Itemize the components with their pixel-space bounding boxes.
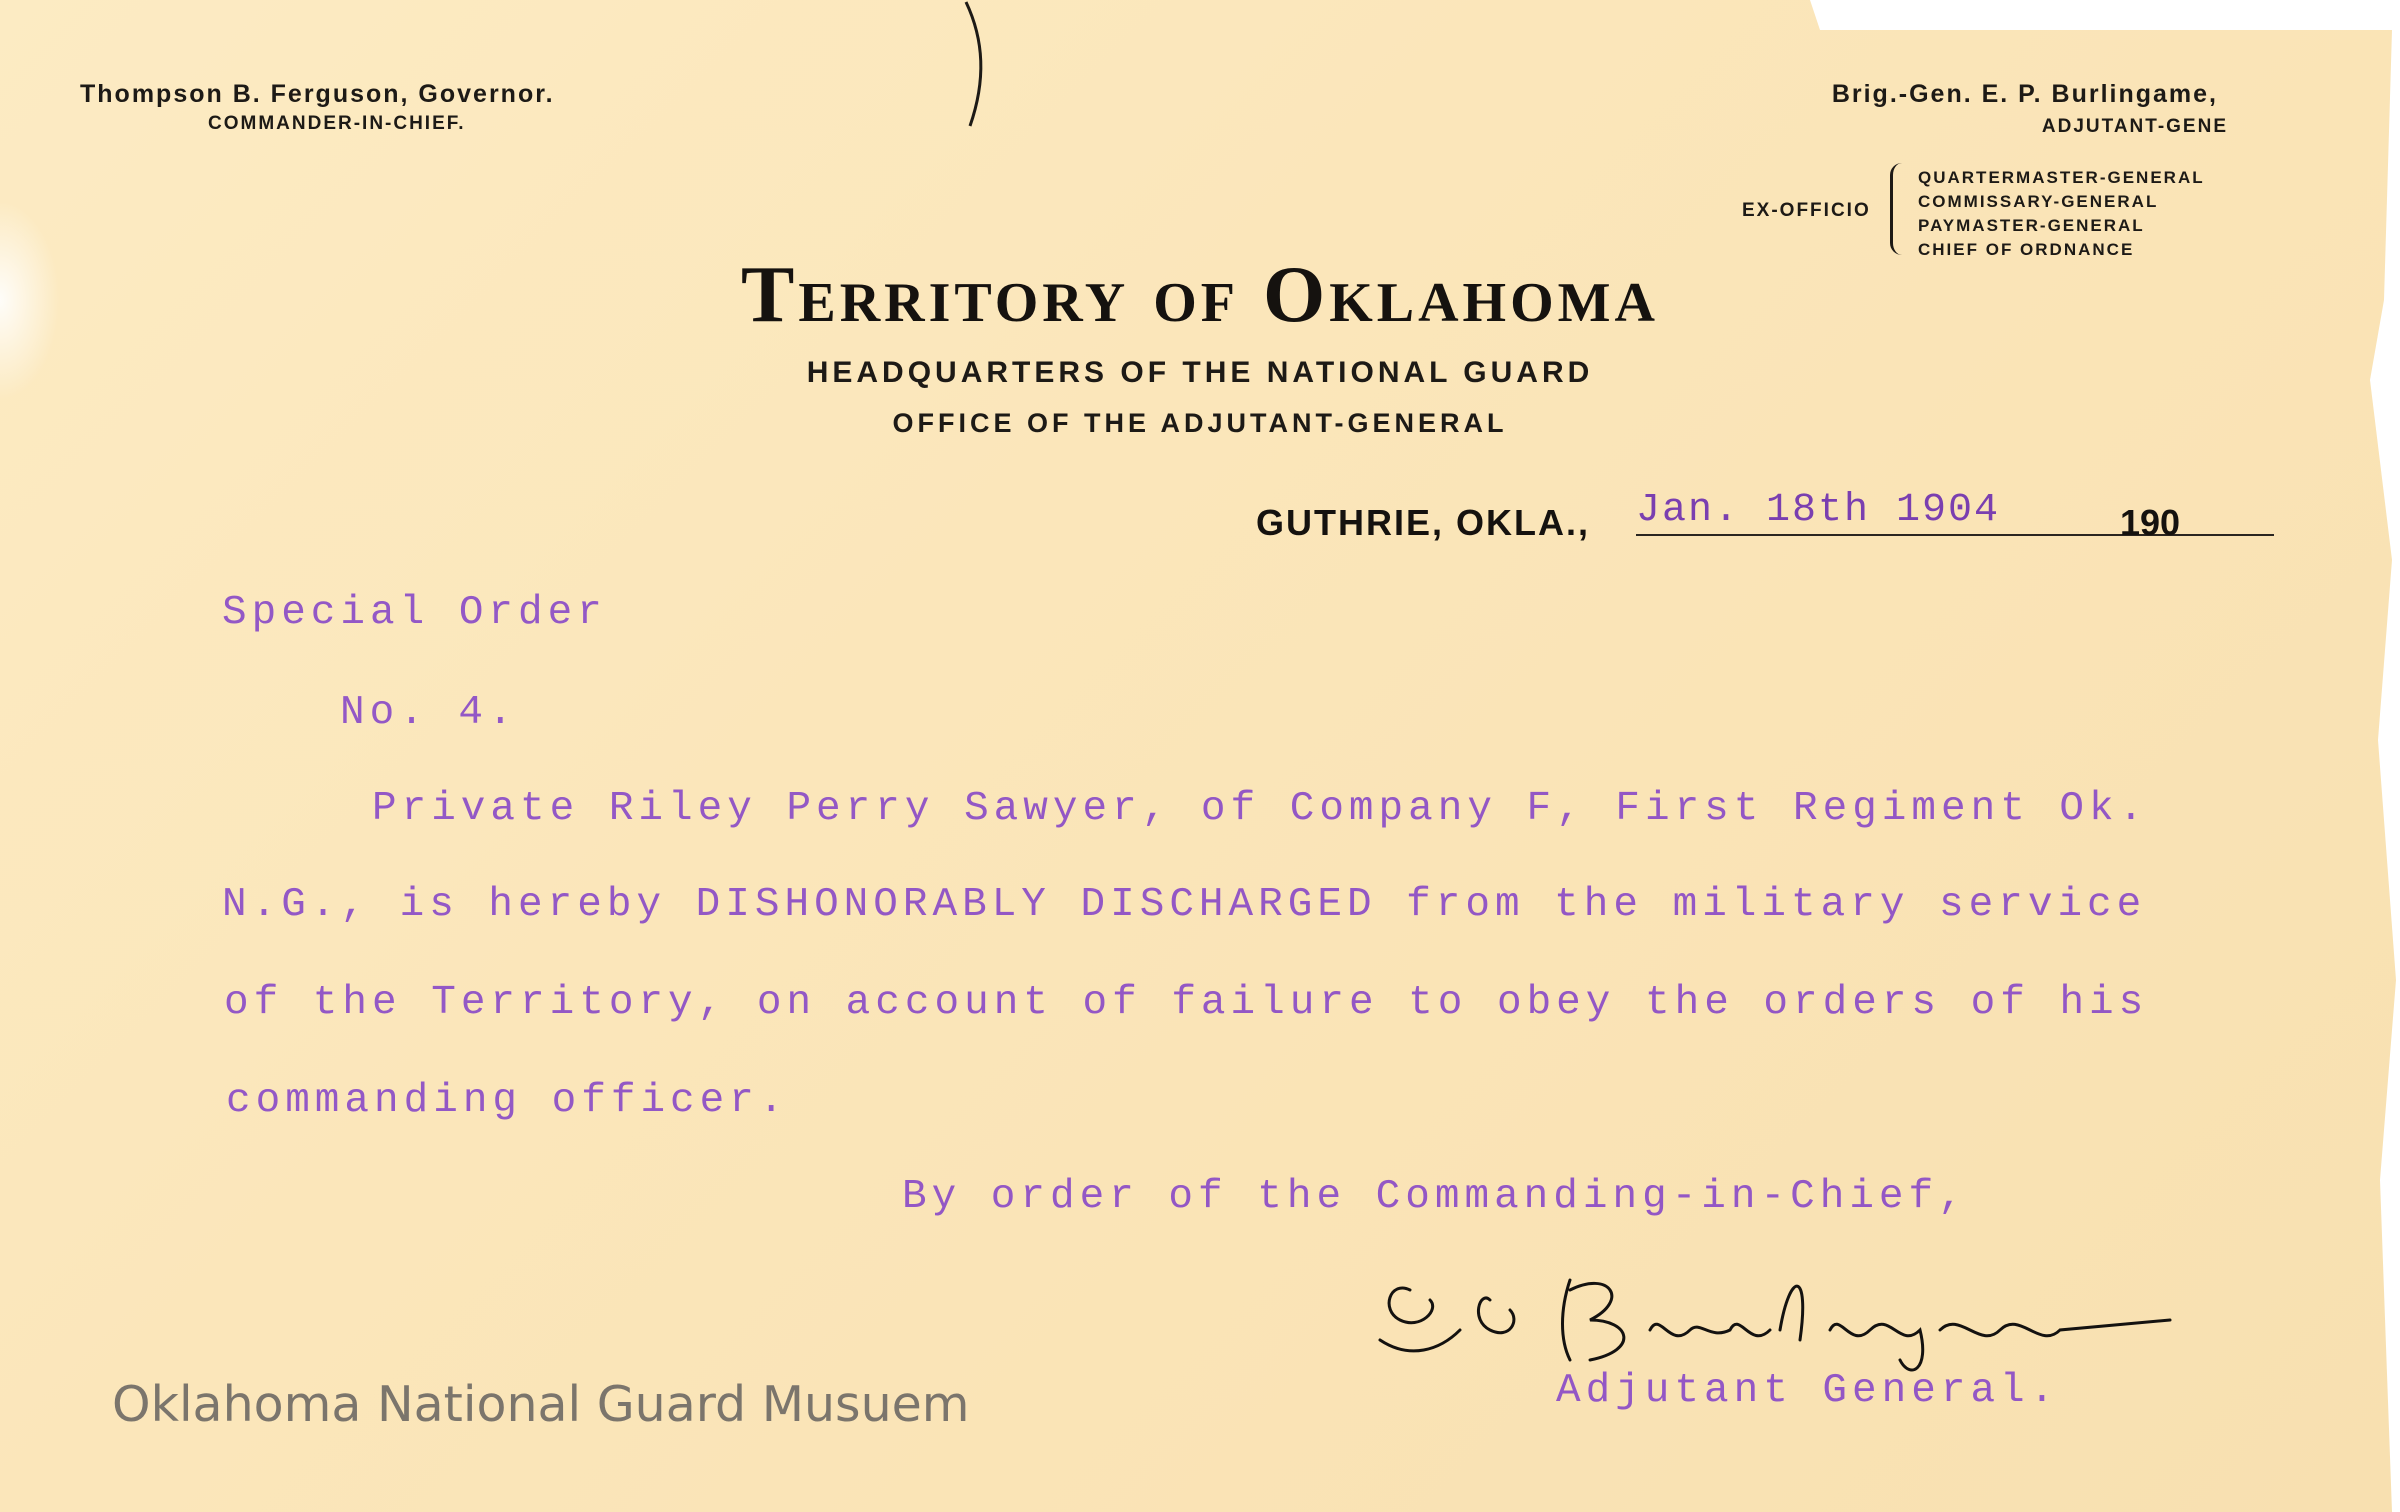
body-line: Private Riley Perry Sawyer, of Company F, First Regiment Ok.: [372, 786, 2149, 832]
handwritten-signature: [1370, 1250, 2190, 1380]
body-line: of the Territory, on account of failure to obey the orders of his: [224, 980, 2149, 1026]
brace-icon: [1890, 163, 1911, 255]
letterhead-office: OFFICE OF THE ADJUTANT-GENERAL: [892, 408, 1508, 438]
place-label: GUTHRIE, OKLA.,: [1256, 502, 1590, 543]
body-line: commanding officer.: [226, 1078, 789, 1124]
closing-line: By order of the Commanding-in-Chief,: [902, 1174, 1968, 1220]
role-item: CHIEF OF ORDNANCE: [1918, 240, 2135, 259]
signatory-title: Adjutant General.: [1556, 1368, 2060, 1414]
pencil-mark: [962, 0, 992, 130]
commander-title: COMMANDER-IN-CHIEF.: [208, 113, 466, 134]
role-item: PAYMASTER-GENERAL: [1918, 216, 2145, 235]
museum-watermark: Oklahoma National Guard Musuem: [112, 1376, 970, 1433]
adjutant-name: Brig.-Gen. E. P. Burlingame,: [1831, 80, 2218, 108]
ex-officio-label: EX-OFFICIO: [1742, 200, 1871, 221]
governor-name: Thompson B. Ferguson, Governor.: [80, 80, 555, 108]
role-item: QUARTERMASTER-GENERAL: [1918, 168, 2205, 187]
order-number: No. 4.: [340, 690, 518, 736]
letterhead-subtitle: HEADQUARTERS OF THE NATIONAL GUARD: [806, 356, 1594, 389]
body-line: N.G., is hereby DISHONORABLY DISCHARGED from the military service: [222, 882, 2147, 928]
role-item: COMMISSARY-GENERAL: [1918, 192, 2159, 211]
order-label: Special Order: [222, 590, 607, 636]
typed-date: Jan. 18th 1904: [1636, 488, 2001, 533]
letterhead-title: Territory of Oklahoma: [741, 251, 1659, 339]
adjutant-title: ADJUTANT-GENE: [2041, 116, 2228, 137]
ex-officio-roles: [1918, 166, 2205, 262]
year-prefix: 190: [2120, 502, 2181, 543]
